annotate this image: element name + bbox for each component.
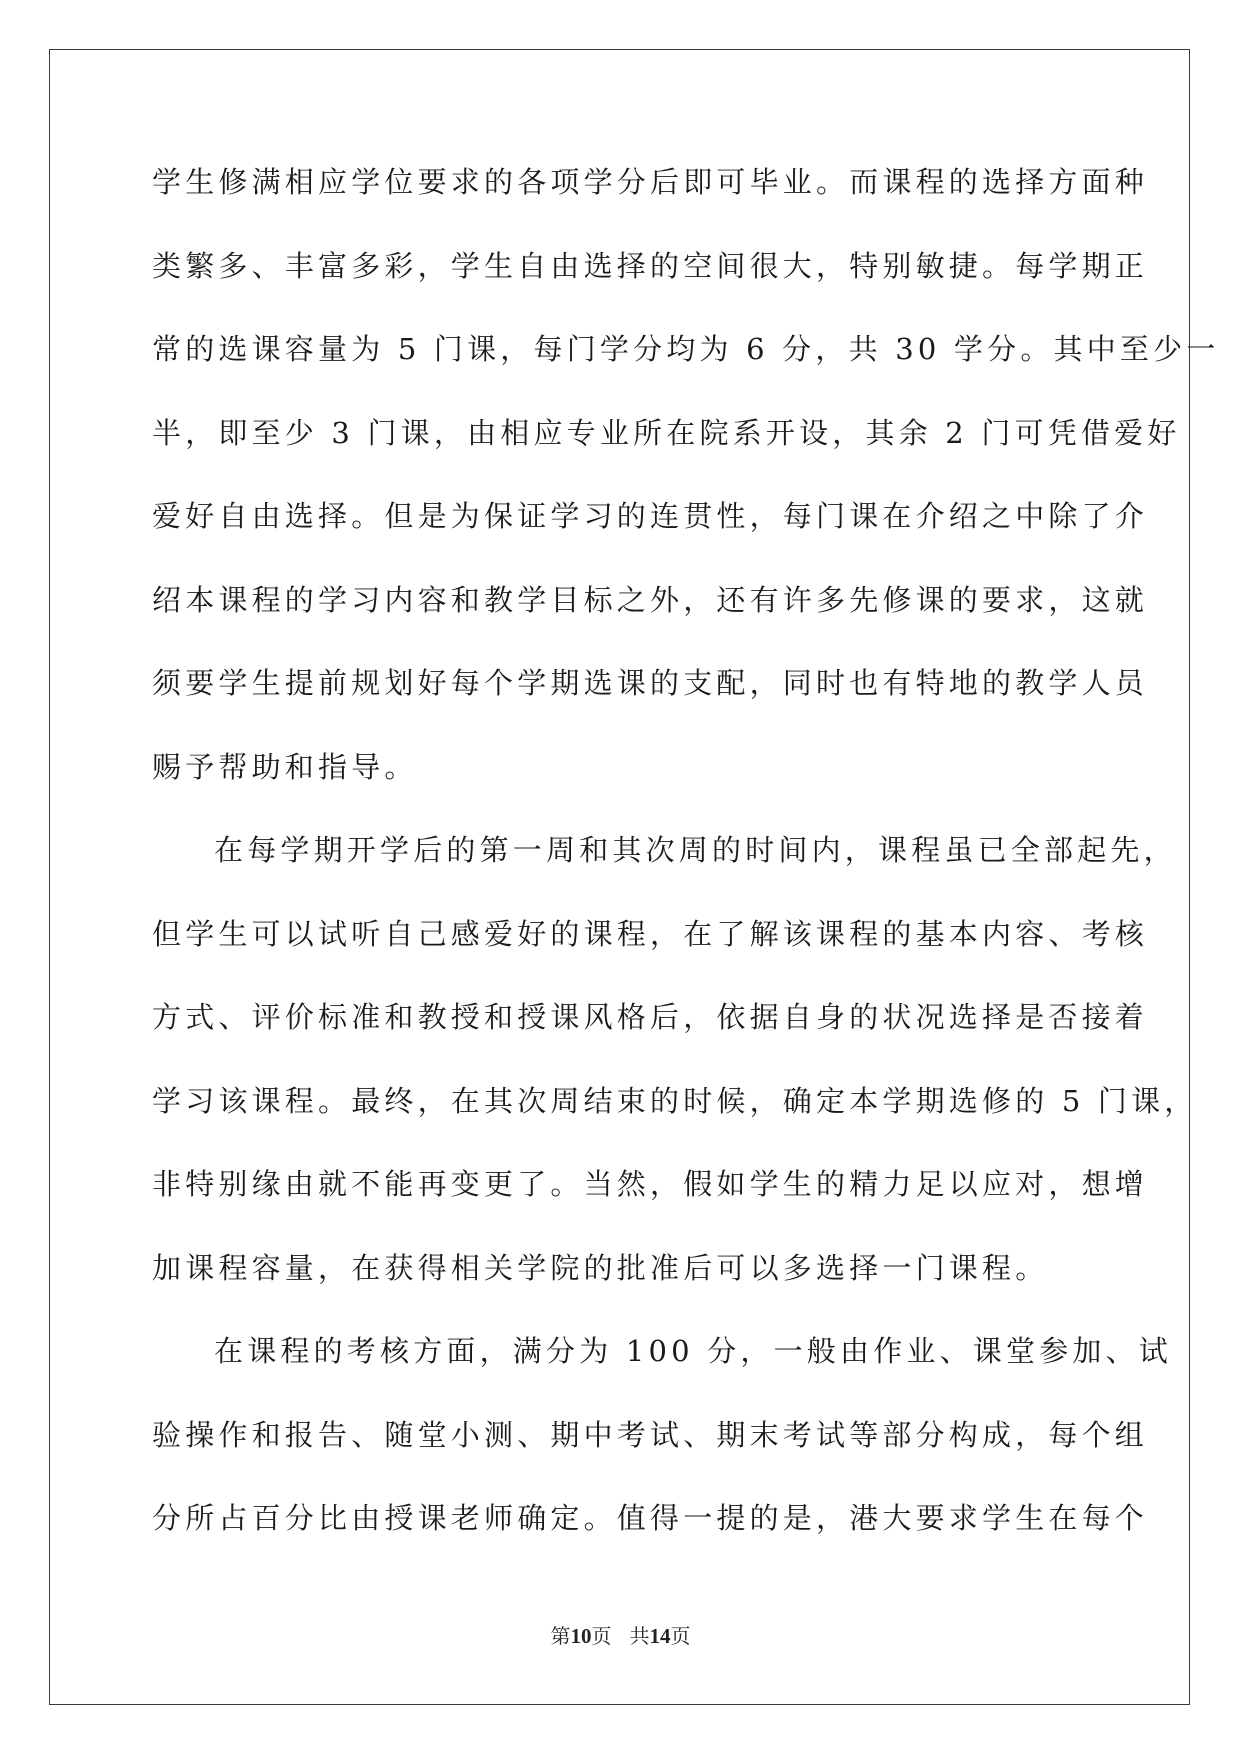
- page-footer: [0, 1620, 1241, 1649]
- text-line: 验操作和报告、随堂小测、期中考试、期末考试等部分构成，每个组: [152, 1417, 1149, 1452]
- text-line: 赐予帮助和指导。: [152, 749, 418, 784]
- page-number-prefix: 第: [550, 1626, 571, 1648]
- text-line: 非特别缘由就不能再变更了。当然，假如学生的精力足以应对，想增: [152, 1167, 1149, 1201]
- page-number-current: 10: [570, 1624, 592, 1648]
- document-body: [152, 160, 1220, 1580]
- text-line: 学习该课程。最终，在其次周结束的时候，确定本学期选修的 5 门课，: [152, 1083, 1198, 1118]
- text-line: 常的选课容量为 5 门课，每门学分均为 6 分，共 30 学分。其中至少一: [152, 332, 1220, 366]
- page-total-suffix: 页: [670, 1626, 691, 1648]
- paragraph-first-line: 在每学期开学后的第一周和其次周的时间内，课程虽已全部起先，: [214, 833, 1177, 867]
- text-line: 半，即至少 3 门课，由相应专业所在院系开设，其余 2 门可凭借爱好: [152, 415, 1181, 450]
- text-line: 绍本课程的学习内容和教学目标之外，还有许多先修课的要求，这就: [152, 582, 1149, 617]
- text-line: 学生修满相应学位要求的各项学分后即可毕业。而课程的选择方面种: [152, 165, 1149, 199]
- text-line: 须要学生提前规划好每个学期选课的支配，同时也有特地的教学人员: [152, 666, 1149, 700]
- text-line: 类繁多、丰富多彩，学生自由选择的空间很大，特别敏捷。每学期正: [152, 248, 1149, 283]
- page-total-prefix: 共: [629, 1626, 650, 1648]
- text-line: 加课程容量，在获得相关学院的批准后可以多选择一门课程。: [152, 1250, 1049, 1285]
- page-number-suffix: 页: [591, 1626, 612, 1648]
- text-line: 但学生可以试听自己感爱好的课程，在了解该课程的基本内容、考核: [152, 916, 1149, 951]
- text-line: 方式、评价标准和教授和授课风格后，依据自身的状况选择是否接着: [152, 1000, 1149, 1034]
- paragraph-first-line: 在课程的考核方面，满分为 100 分，一般由作业、课堂参加、试: [214, 1334, 1172, 1368]
- page-number-total: 14: [649, 1624, 671, 1648]
- text-line: 分所占百分比由授课老师确定。值得一提的是，港大要求学生在每个: [152, 1501, 1149, 1535]
- text-line: 爱好自由选择。但是为保证学习的连贯性，每门课在介绍之中除了介: [152, 499, 1149, 533]
